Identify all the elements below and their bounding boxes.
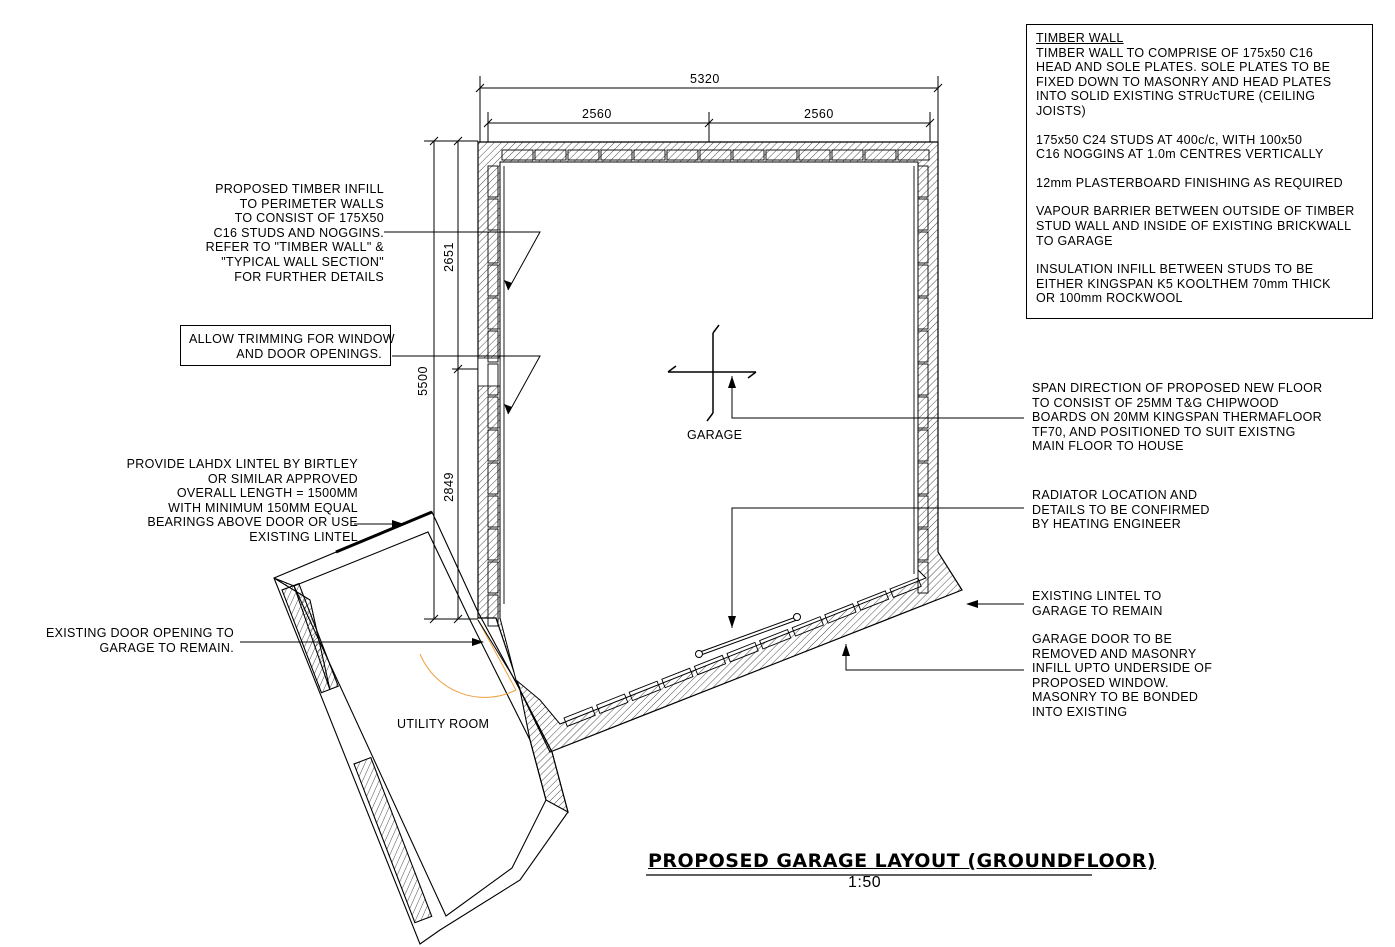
spec-paragraph-5: INSULATION INFILL BETWEEN STUDS TO BE EITHER KINGSPAN K5 KOOLTHEM 70mm THICK OR 100mm ROCKWOOL: [1036, 262, 1331, 306]
note-door-opening: EXISTING DOOR OPENING TO GARAGE TO REMAIN.: [45, 626, 234, 655]
dimension-lower-wall: 2849: [441, 472, 456, 502]
drawing-scale: 1:50: [848, 874, 882, 891]
left-dimension-lines: [424, 137, 478, 623]
drawing-title: PROPOSED GARAGE LAYOUT (GROUNDFLOOR): [648, 850, 1157, 872]
dimension-left-half: 2560: [582, 107, 612, 121]
note-trimming: ALLOW TRIMMING FOR WINDOW AND DOOR OPENINGS.: [180, 325, 391, 366]
note-garage-door: GARAGE DOOR TO BE REMOVED AND MASONRY INFILL UPTO UNDERSIDE OF PROPOSED WINDOW. MASONRY TO BE BONDED INTO EXISTING: [1032, 632, 1213, 719]
note-span-direction: SPAN DIRECTION OF PROPOSED NEW FLOOR TO CONSIST OF 25MM T&G CHIPWOOD BOARDS ON 20MM KINGSPAN THERMAFLOOR TF70, AND POSITIONED TO SUIT EXISTNG MAIN FLOOR TO HOUSE: [1032, 381, 1323, 454]
note-existing-lintel: EXISTING LINTEL TO GARAGE TO REMAIN: [1032, 589, 1163, 618]
spec-heading: TIMBER WALL: [1036, 31, 1124, 45]
dimension-right-half: 2560: [804, 107, 834, 121]
timber-wall-spec-box: [1026, 24, 1373, 319]
dimension-upper-wall: 2651: [441, 242, 456, 272]
note-lintel: PROVIDE LAHDX LINTEL BY BIRTLEY OR SIMILAR APPROVED OVERALL LENGTH = 1500MM WITH MINIMUM 150MM EQUAL BEARINGS ABOVE DOOR OR USE EXISTING LINTEL: [126, 457, 358, 544]
spec-paragraph-2: 175x50 C24 STUDS AT 400c/c, WITH 100x50 C16 NOGGINS AT 1.0m CENTRES VERTICALLY: [1036, 132, 1324, 162]
garage-walls: [478, 142, 962, 752]
spec-paragraph-3: 12mm PLASTERBOARD FINISHING AS REQUIRED: [1036, 175, 1343, 190]
spec-paragraph-1: TIMBER WALL TO COMPRISE OF 175x50 C16 HEAD AND SOLE PLATES. SOLE PLATES TO BE FIXED DOWN TO MASONRY AND HEAD PLATES INTO SOLID EXISTING STRUcTURE (CEILING JOISTS): [1036, 45, 1332, 118]
note-radiator: RADIATOR LOCATION AND DETAILS TO BE CONFIRMED BY HEATING ENGINEER: [1032, 488, 1210, 532]
room-label-garage: GARAGE: [687, 428, 743, 442]
spec-paragraph-4: VAPOUR BARRIER BETWEEN OUTSIDE OF TIMBER STUD WALL AND INSIDE OF EXISTING BRICKWALL TO GARAGE: [1036, 204, 1355, 248]
room-label-utility: UTILITY ROOM: [397, 717, 490, 731]
dimension-overall-width: 5320: [690, 72, 720, 86]
note-timber-infill: PROPOSED TIMBER INFILL TO PERIMETER WALLS TO CONSIST OF 175X50 C16 STUDS AND NOGGINS. REFER TO "TIMBER WALL" & "TYPICAL WALL SECTION" FOR FURTHER DETAILS: [205, 182, 384, 284]
dimension-overall-height: 5500: [415, 366, 430, 396]
